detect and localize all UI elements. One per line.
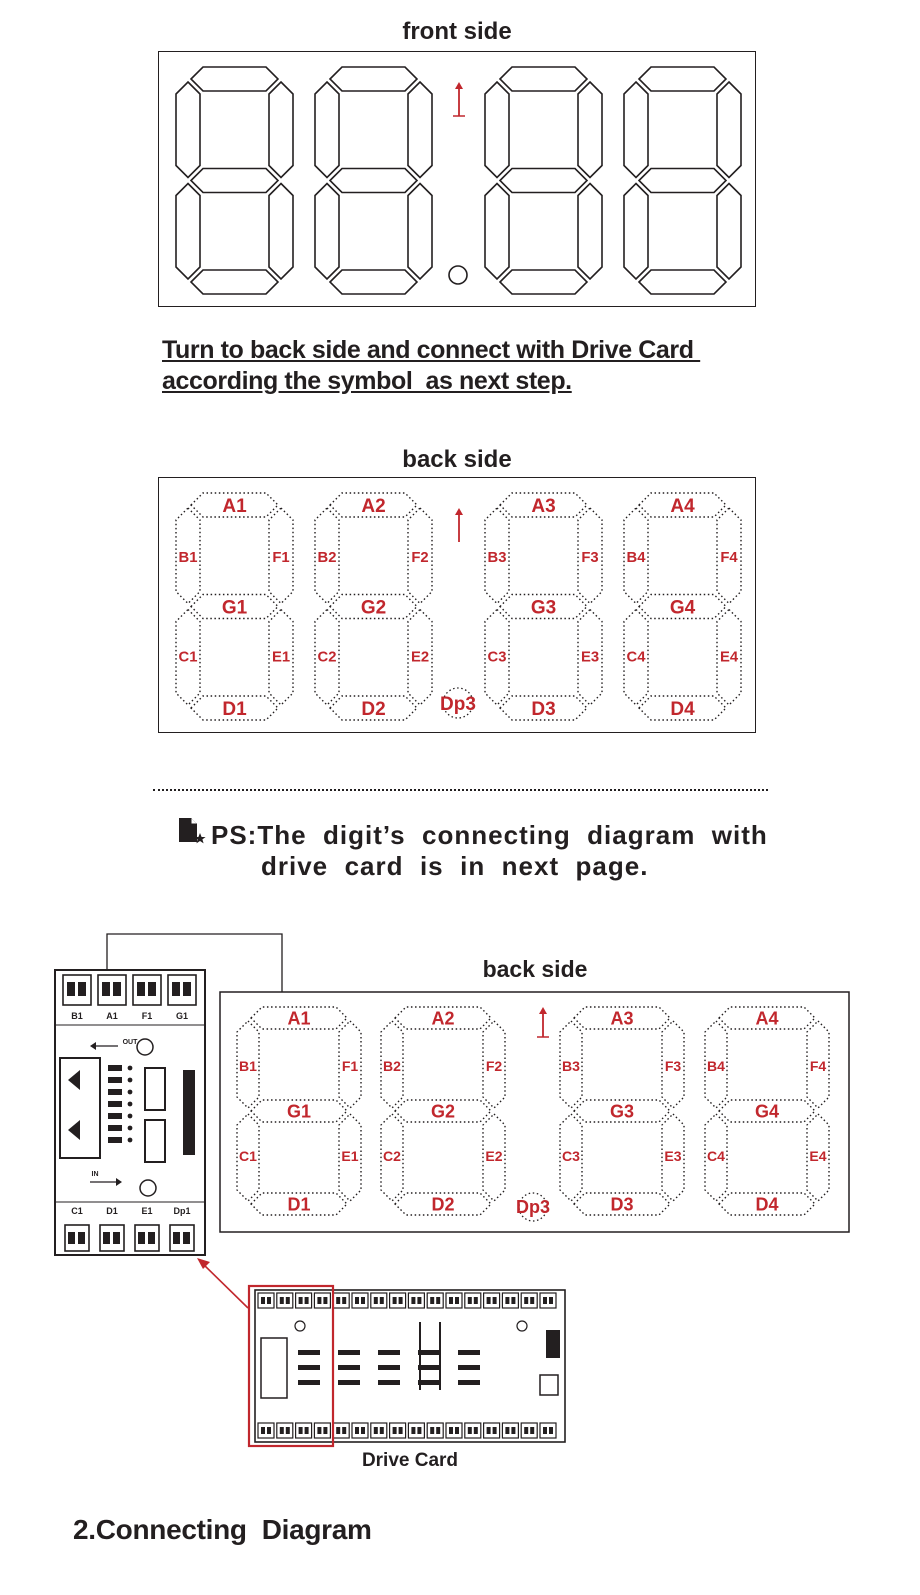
drive-card-screw: [417, 1427, 421, 1434]
bottom-terminal-screw: [148, 1232, 155, 1244]
component: [128, 1138, 133, 1143]
drive-card-screw: [549, 1297, 553, 1304]
digit-1-label-mid: G1: [221, 597, 248, 619]
drive-card-screw: [299, 1297, 303, 1304]
connect-dp-label: Dp3: [515, 1197, 551, 1217]
drive-card-screw: [430, 1297, 434, 1304]
back-display-segments: [159, 478, 755, 732]
drive-card-screw: [511, 1427, 515, 1434]
drive-card-label: Drive Card: [361, 1450, 459, 1471]
drive-card-screw: [399, 1297, 403, 1304]
front-decimal-point: [449, 266, 467, 284]
digit-4-segment-lower-left: [624, 184, 648, 280]
drive-card-screw: [374, 1427, 378, 1434]
digit-1-label-right: F1: [341, 1058, 359, 1075]
digit-1-segment-right: [269, 82, 293, 178]
drive-card-screw: [455, 1427, 459, 1434]
section-title: 2.Connecting Diagram: [73, 1514, 372, 1545]
digit-2-label-mid: G2: [430, 1101, 456, 1122]
drive-card-screw: [505, 1427, 509, 1434]
drive-card-screw: [549, 1427, 553, 1434]
top-terminal-screw: [183, 982, 191, 996]
digit-3-segment-lower-left: [485, 184, 509, 280]
digit-1-label-top: A1: [287, 1008, 311, 1029]
drive-card-screw: [355, 1427, 359, 1434]
note-icon: [176, 816, 206, 846]
drive-card-screw: [411, 1297, 415, 1304]
digit-1-label-lower-right: E1: [341, 1148, 359, 1165]
drive-card-chip: [338, 1350, 360, 1355]
back-dp-label: Dp3: [440, 694, 476, 715]
pointer-arrow-head: [197, 1258, 210, 1269]
digit-4-segment-top: [639, 67, 726, 91]
digit-3-segment-lower-right: [578, 184, 602, 280]
header-pins: [183, 1070, 195, 1155]
dotted-separator: [153, 789, 768, 791]
digit-4-segment-left: [624, 82, 648, 178]
drive-card-screw: [336, 1427, 340, 1434]
drive-card-screw: [543, 1297, 547, 1304]
digit-3-label-left: B3: [562, 1058, 580, 1075]
drive-card-screw: [449, 1297, 453, 1304]
bottom-terminal-screw: [173, 1232, 180, 1244]
ps-note-line-1: PS:The digit’s connecting diagram with: [211, 820, 768, 850]
drive-card-chip: [338, 1365, 360, 1370]
component: [108, 1077, 122, 1083]
top-terminal-screw: [148, 982, 156, 996]
component: [108, 1101, 122, 1107]
drive-card-connector: [546, 1330, 560, 1358]
top-terminal-screw: [113, 982, 121, 996]
digit-4-label-lower-left: C4: [707, 1148, 725, 1165]
digit-1-label-right: F1: [272, 550, 290, 567]
digit-1-segment-top: [191, 67, 278, 91]
drive-card-screw: [468, 1297, 472, 1304]
digit-4-label-lower-right: E4: [809, 1148, 827, 1165]
digit-1-label-bottom: D1: [222, 698, 247, 720]
drive-card-screw: [286, 1427, 290, 1434]
drive-card-screw: [342, 1297, 346, 1304]
drive-card-screw: [436, 1297, 440, 1304]
back-side-title: back side: [402, 446, 512, 473]
top-terminal-screw: [67, 982, 75, 996]
digit-3-label-bottom: D3: [610, 1194, 634, 1215]
digit-4-label-lower-right: E4: [719, 649, 739, 666]
digit-1-segment-left: [176, 82, 200, 178]
digit-1-segment-mid: [191, 169, 278, 193]
digit-2-label-bottom: D2: [361, 698, 386, 720]
drive-card-screw: [323, 1297, 327, 1304]
drive-card-screw: [380, 1297, 384, 1304]
digit-2-label-lower-left: C2: [383, 1148, 401, 1165]
component: [128, 1102, 133, 1107]
digit-3-label-mid: G3: [609, 1101, 635, 1122]
digit-4-segment-lower-right: [717, 184, 741, 280]
digit-2-segment-lower-left: [315, 184, 339, 280]
digit-4-label-top: A4: [670, 495, 695, 517]
digit-4-label-right: F4: [720, 550, 738, 567]
drive-card-screw: [468, 1427, 472, 1434]
digit-2-segment-mid: [330, 169, 417, 193]
back-up-arrow: [455, 508, 463, 542]
drive-card-screw: [267, 1427, 271, 1434]
drive-card-chip: [458, 1365, 480, 1370]
digit-2-label-right: F2: [485, 1058, 503, 1075]
drive-card-screw: [487, 1427, 491, 1434]
drive-card-screw: [305, 1297, 309, 1304]
drive-card-screw: [267, 1297, 271, 1304]
connect-back-side-title: back side: [482, 956, 588, 982]
drive-card-screw: [493, 1297, 497, 1304]
drive-card-screw: [261, 1427, 265, 1434]
bottom-terminal-label-2: D1: [106, 1206, 118, 1216]
digit-3-label-top: A3: [531, 495, 556, 517]
drive-card-screw: [474, 1297, 478, 1304]
instruction-line-2: according the symbol as next step.: [162, 367, 572, 395]
digit-1-segment-lower-right: [269, 184, 293, 280]
digit-4-label-bottom: D4: [670, 698, 695, 720]
bottom-terminal-screw: [78, 1232, 85, 1244]
front-side-title: front side: [402, 18, 512, 45]
digit-2-segment-bottom: [330, 270, 417, 294]
digit-3-label-top: A3: [610, 1008, 634, 1029]
digit-2-segment-right: [408, 82, 432, 178]
drive-card-screw: [317, 1297, 321, 1304]
digit-4-label-mid: G4: [754, 1101, 780, 1122]
drive-card-screw: [361, 1427, 365, 1434]
drive-card-screw: [411, 1427, 415, 1434]
digit-3-segment-right: [578, 82, 602, 178]
digit-1-label-top: A1: [222, 495, 247, 517]
digit-3-label-lower-right: E3: [664, 1148, 682, 1165]
digit-3-label-left: B3: [487, 550, 507, 567]
digit-3-segment-top: [500, 67, 587, 91]
digit-4-label-top: A4: [755, 1008, 779, 1029]
component: [128, 1078, 133, 1083]
drive-card-chip: [378, 1365, 400, 1370]
digit-4-label-mid: G4: [669, 597, 696, 619]
digit-1-label-left: B1: [239, 1058, 257, 1075]
digit-4-segment-bottom: [639, 270, 726, 294]
drive-card-screw: [505, 1297, 509, 1304]
drive-card-screw: [474, 1427, 478, 1434]
top-terminal-screw: [137, 982, 145, 996]
component: [108, 1137, 122, 1143]
top-terminal-label-4: G1: [175, 1011, 189, 1021]
drive-card-screw: [530, 1297, 534, 1304]
drive-card-chip: [418, 1350, 440, 1355]
digit-2-label-mid: G2: [360, 597, 387, 619]
drive-card-screw: [261, 1297, 265, 1304]
component: [108, 1125, 122, 1131]
top-terminal-label-2: A1: [106, 1011, 118, 1021]
drive-card-screw: [487, 1297, 491, 1304]
drive-card-screw: [393, 1427, 397, 1434]
digit-1-label-left: B1: [178, 550, 198, 567]
top-terminal-label-1: B1: [71, 1011, 83, 1021]
bottom-terminal-screw: [138, 1232, 145, 1244]
digit-2-label-top: A2: [361, 495, 386, 517]
drive-card-chip: [298, 1350, 320, 1355]
drive-card: [255, 1290, 565, 1442]
drive-card-screw: [305, 1427, 309, 1434]
top-terminal-screw: [78, 982, 86, 996]
top-terminal-label-3: F1: [141, 1011, 153, 1021]
drive-card-screw: [511, 1297, 515, 1304]
digit-2-label-left: B2: [317, 550, 337, 567]
drive-card-screw: [286, 1297, 290, 1304]
drive-card-screw: [361, 1297, 365, 1304]
drive-card-screw: [449, 1427, 453, 1434]
connect-up-arrow: [539, 1007, 547, 1037]
digit-2-label-left: B2: [383, 1058, 401, 1075]
digit-3-segment-left: [485, 82, 509, 178]
drive-card-screw: [299, 1427, 303, 1434]
top-terminal-screw: [172, 982, 180, 996]
component: [108, 1113, 122, 1119]
enlarged-card-section: [55, 970, 205, 1255]
digit-3-label-bottom: D3: [531, 698, 556, 720]
digit-1-label-lower-left: C1: [178, 649, 198, 666]
drive-card-screw: [380, 1427, 384, 1434]
pointer-arrow: [202, 1263, 248, 1308]
drive-card-screw: [323, 1427, 327, 1434]
digit-2-segment-left: [315, 82, 339, 178]
digit-2-label-lower-right: E2: [485, 1148, 503, 1165]
drive-card-screw: [374, 1297, 378, 1304]
back-display-panel: [158, 477, 756, 733]
drive-card-screw: [530, 1427, 534, 1434]
bottom-terminal-label-1: C1: [71, 1206, 83, 1216]
digit-3-segment-bottom: [500, 270, 587, 294]
bottom-terminal-label-4: Dp1: [173, 1206, 191, 1216]
component: [128, 1090, 133, 1095]
bottom-terminal-label-3: E1: [141, 1206, 153, 1216]
digit-3-label-mid: G3: [530, 597, 557, 619]
drive-card-screw: [393, 1297, 397, 1304]
connecting-diagram: [0, 920, 920, 1480]
drive-card-chip: [458, 1380, 480, 1385]
digit-1-label-lower-right: E1: [271, 649, 291, 666]
digit-3-label-lower-left: C3: [487, 649, 507, 666]
digit-3-segment-mid: [500, 169, 587, 193]
digit-1-label-lower-left: C1: [239, 1148, 257, 1165]
drive-card-chip: [378, 1380, 400, 1385]
drive-card-chip: [378, 1350, 400, 1355]
digit-3-label-right: F3: [664, 1058, 682, 1075]
digit-3-label-right: F3: [581, 550, 599, 567]
digit-4-label-left: B4: [626, 550, 646, 567]
front-display-digits: [159, 52, 755, 306]
digit-3-label-lower-right: E3: [580, 649, 600, 666]
drive-card-chip: [338, 1380, 360, 1385]
drive-card-chip: [298, 1380, 320, 1385]
drive-card-screw: [280, 1297, 284, 1304]
component: [108, 1089, 122, 1095]
digit-4-segment-right: [717, 82, 741, 178]
front-display-panel: [158, 51, 756, 307]
drive-card-screw: [342, 1427, 346, 1434]
digit-4-label-lower-left: C4: [626, 649, 646, 666]
drive-card-screw: [436, 1427, 440, 1434]
bottom-terminal-screw: [68, 1232, 75, 1244]
card-out-label: OUT: [122, 1039, 138, 1046]
drive-card-screw: [430, 1427, 434, 1434]
component: [128, 1066, 133, 1071]
digit-1-segment-bottom: [191, 270, 278, 294]
digit-2-label-lower-left: C2: [317, 649, 337, 666]
component: [108, 1065, 122, 1071]
instruction-line-1: Turn to back side and connect with Drive Card: [162, 336, 701, 364]
digit-2-label-bottom: D2: [431, 1194, 455, 1215]
drive-card-screw: [280, 1427, 284, 1434]
bottom-terminal-screw: [183, 1232, 190, 1244]
digit-3-label-lower-left: C3: [562, 1148, 580, 1165]
digit-4-segment-mid: [639, 169, 726, 193]
digit-2-segment-top: [330, 67, 417, 91]
drive-card-screw: [543, 1427, 547, 1434]
digit-2-label-right: F2: [411, 550, 429, 567]
digit-2-segment-lower-right: [408, 184, 432, 280]
drive-card-screw: [336, 1297, 340, 1304]
top-terminal-screw: [102, 982, 110, 996]
digit-1-segment-lower-left: [176, 184, 200, 280]
drive-card-chip: [418, 1365, 440, 1370]
drive-card-screw: [317, 1427, 321, 1434]
drive-card-screw: [524, 1297, 528, 1304]
digit-2-label-lower-right: E2: [410, 649, 430, 666]
drive-card-chip: [418, 1380, 440, 1385]
digit-1-label-bottom: D1: [287, 1194, 311, 1215]
bottom-terminal-screw: [103, 1232, 110, 1244]
drive-card-screw: [493, 1427, 497, 1434]
component: [128, 1114, 133, 1119]
front-up-arrow: [455, 82, 463, 116]
bottom-terminal-screw: [113, 1232, 120, 1244]
ps-note-line-2: drive card is in next page.: [261, 851, 649, 881]
digit-1-label-mid: G1: [286, 1101, 312, 1122]
drive-card-chip: [458, 1350, 480, 1355]
drive-card-screw: [355, 1297, 359, 1304]
drive-card-screw: [455, 1297, 459, 1304]
digit-4-label-right: F4: [809, 1058, 827, 1075]
card-in-label: IN: [91, 1171, 99, 1178]
digit-4-label-bottom: D4: [755, 1194, 779, 1215]
digit-4-label-left: B4: [707, 1058, 725, 1075]
drive-card-chip: [298, 1365, 320, 1370]
drive-card-screw: [524, 1427, 528, 1434]
drive-card-screw: [417, 1297, 421, 1304]
component: [128, 1126, 133, 1131]
digit-2-label-top: A2: [431, 1008, 455, 1029]
drive-card-screw: [399, 1427, 403, 1434]
